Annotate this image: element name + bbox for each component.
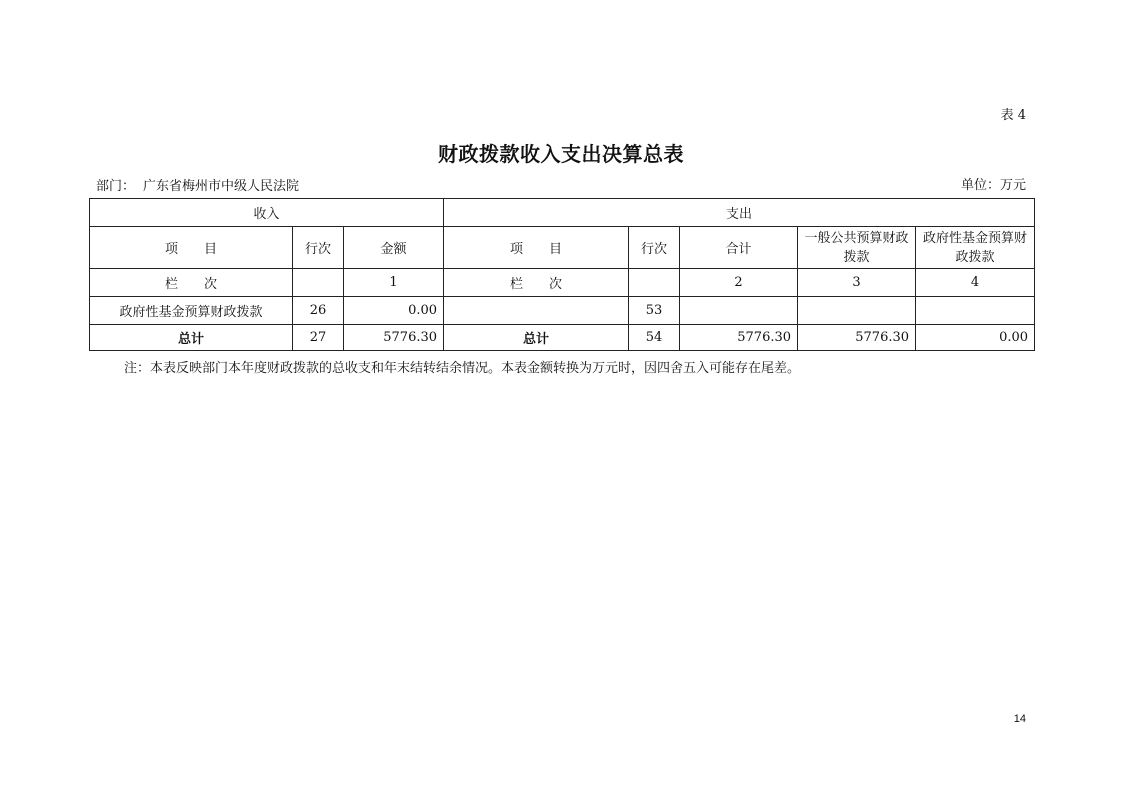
page-number: 14 [1013, 713, 1026, 725]
lane-col-general: 3 [798, 269, 916, 297]
header-total: 合计 [680, 227, 798, 269]
lane-empty-left [293, 269, 344, 297]
group-header-row [90, 199, 1035, 227]
row-item-left: 政府性基金预算财政拨款 [90, 297, 293, 325]
header-item-right: 项 目 [444, 227, 629, 269]
department-name: 广东省梅州市中级人民法院 [143, 179, 300, 194]
header-line-right: 行次 [629, 227, 680, 269]
row-item-right [444, 297, 629, 325]
lane-col-fund: 4 [916, 269, 1035, 297]
total-label-right: 总计 [444, 325, 629, 351]
income-group-header: 收入 [90, 199, 444, 227]
total-gov-fund: 0.00 [916, 325, 1035, 351]
row-gov-fund [916, 297, 1035, 325]
lane-empty-right [629, 269, 680, 297]
lane-col-total: 2 [680, 269, 798, 297]
row-line-left: 26 [293, 297, 344, 325]
header-item-left: 项 目 [90, 227, 293, 269]
fiscal-summary-table [89, 198, 1035, 351]
column-header-row [90, 227, 1035, 269]
row-line-right: 53 [629, 297, 680, 325]
expense-group-header: 支出 [444, 199, 1035, 227]
total-line-left: 27 [293, 325, 344, 351]
total-row [90, 325, 1035, 351]
total-amount: 5776.30 [344, 325, 444, 351]
total-label-left: 总计 [90, 325, 293, 351]
page-title: 财政拨款收入支出决算总表 [438, 142, 684, 166]
total-sum: 5776.30 [680, 325, 798, 351]
lane-col-amount: 1 [344, 269, 444, 297]
header-general-budget: 一般公共预算财政拨款 [798, 227, 916, 269]
department-line [96, 175, 299, 194]
row-general-budget [798, 297, 916, 325]
row-amount: 0.00 [344, 297, 444, 325]
unit-label: 单位：万元 [960, 178, 1026, 193]
row-total [680, 297, 798, 325]
department-label: 部门： [96, 179, 136, 194]
table-number: 表 4 [1000, 108, 1026, 123]
lane-label-right: 栏 次 [444, 269, 629, 297]
header-gov-fund: 政府性基金预算财政拨款 [916, 227, 1035, 269]
total-line-right: 54 [629, 325, 680, 351]
header-line-left: 行次 [293, 227, 344, 269]
lane-number-row [90, 269, 1035, 297]
table-row [90, 297, 1035, 325]
total-general-budget: 5776.30 [798, 325, 916, 351]
header-amount: 金额 [344, 227, 444, 269]
footnote: 注：本表反映部门本年度财政拨款的总收支和年末结转结余情况。本表金额转换为万元时，因四舍五入可能存在尾差。 [124, 361, 801, 376]
lane-label-left: 栏 次 [90, 269, 293, 297]
